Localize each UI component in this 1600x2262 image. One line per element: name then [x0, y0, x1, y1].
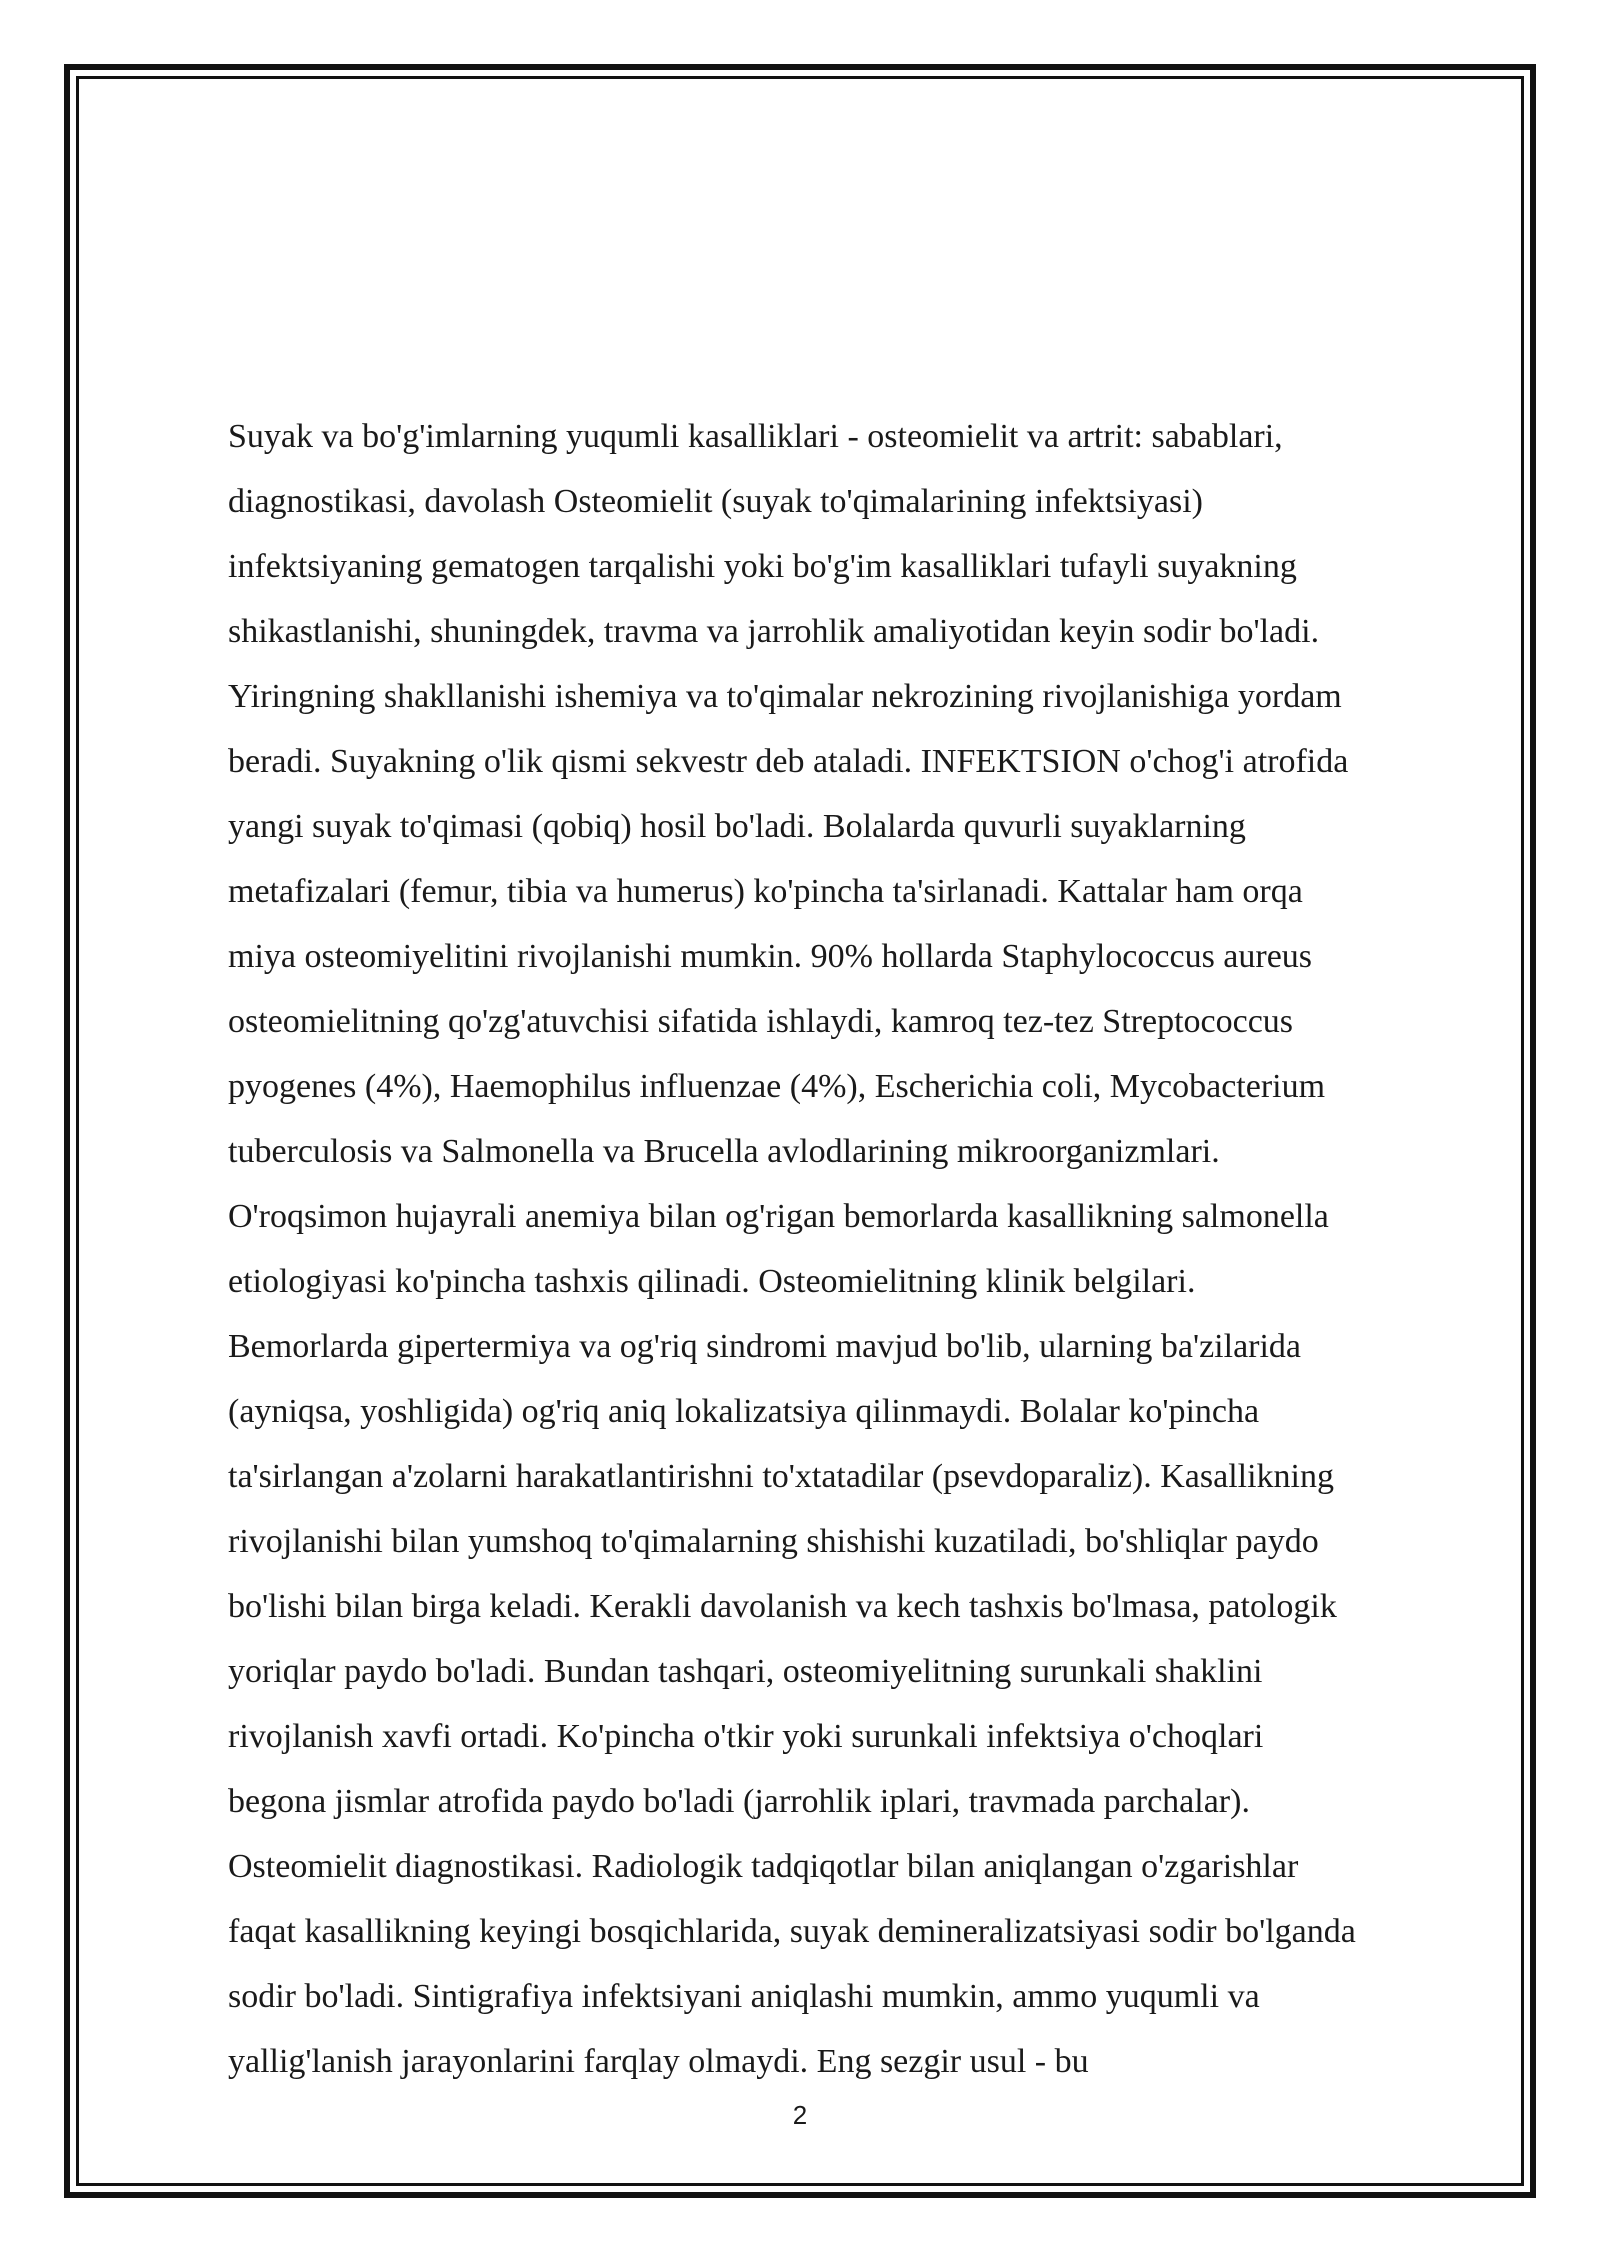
page-number: 2	[792, 2100, 808, 2130]
text-line: infektsiyaning gematogen tarqalishi yoki bo'g'im kasalliklari tufayli suyakning	[228, 548, 1297, 585]
text-line: bo'lishi bilan birga keladi. Kerakli davolanish va kech tashxis bo'lmasa, patologik	[228, 1588, 1337, 1625]
text-line: faqat kasallikning keyingi bosqichlarida, suyak demineralizatsiyasi sodir bo'lganda	[228, 1913, 1356, 1950]
text-line: pyogenes (4%), Haemophilus influenzae (4%), Escherichia coli, Mycobacterium	[228, 1068, 1326, 1105]
text-line: osteomielitning qo'zg'atuvchisi sifatida ishlaydi, kamroq tez-tez Streptococcus	[228, 1003, 1294, 1040]
text-line: Yiringning shakllanishi ishemiya va to'qimalar nekrozining rivojlanishiga yordam	[228, 678, 1342, 715]
text-line: metafizalari (femur, tibia va humerus) ko'pincha ta'sirlanadi. Kattalar ham orqa	[228, 873, 1303, 910]
text-line: rivojlanishi bilan yumshoq to'qimalarning shishishi kuzatiladi, bo'shliqlar paydo	[228, 1523, 1319, 1560]
text-line: sodir bo'ladi. Sintigrafiya infektsiyani aniqlashi mumkin, ammo yuqumli va	[228, 1978, 1260, 2015]
text-line: yangi suyak to'qimasi (qobiq) hosil bo'ladi. Bolalarda quvurli suyaklarning	[228, 808, 1246, 845]
text-line: shikastlanishi, shuningdek, travma va jarrohlik amaliyotidan keyin sodir bo'ladi.	[228, 613, 1320, 650]
text-line: rivojlanish xavfi ortadi. Ko'pincha o'tkir yoki surunkali infektsiya o'choqlari	[228, 1718, 1264, 1755]
text-line: begona jismlar atrofida paydo bo'ladi (jarrohlik iplari, travmada parchalar).	[228, 1783, 1250, 1820]
text-line: miya osteomiyelitini rivojlanishi mumkin. 90% hollarda Staphylococcus aureus	[228, 938, 1313, 975]
text-line: Bemorlarda gipertermiya va og'riq sindromi mavjud bo'lib, ularning ba'zilarida	[228, 1328, 1302, 1365]
text-line: etiologiyasi ko'pincha tashxis qilinadi. Osteomielitning klinik belgilari.	[228, 1263, 1196, 1300]
text-line: Osteomielit diagnostikasi. Radiologik tadqiqotlar bilan aniqlangan o'zgarishlar	[228, 1848, 1299, 1885]
text-line: yallig'lanish jarayonlarini farqlay olmaydi. Eng sezgir usul - bu	[228, 2043, 1089, 2080]
text-line: ta'sirlangan a'zolarni harakatlantirishni to'xtatadilar (psevdoparaliz). Kasallikning	[228, 1458, 1334, 1495]
text-line: diagnostikasi, davolash Osteomielit (suyak to'qimalarining infektsiyasi)	[228, 483, 1203, 520]
text-line: beradi. Suyakning o'lik qismi sekvestr deb ataladi. INFEKTSION o'chog'i atrofida	[228, 743, 1349, 780]
document-body	[228, 404, 1488, 2094]
text-line: O'roqsimon hujayrali anemiya bilan og'rigan bemorlarda kasallikning salmonella	[228, 1198, 1329, 1235]
text-line: yoriqlar paydo bo'ladi. Bundan tashqari, osteomiyelitning surunkali shaklini	[228, 1653, 1263, 1690]
text-line: Suyak va bo'g'imlarning yuqumli kasalliklari - osteomielit va artrit: sabablari,	[228, 418, 1283, 455]
text-line: tuberculosis va Salmonella va Brucella avlodlarining mikroorganizmlari.	[228, 1133, 1220, 1170]
text-line: (ayniqsa, yoshligida) og'riq aniq lokalizatsiya qilinmaydi. Bolalar ko'pincha	[228, 1393, 1260, 1430]
